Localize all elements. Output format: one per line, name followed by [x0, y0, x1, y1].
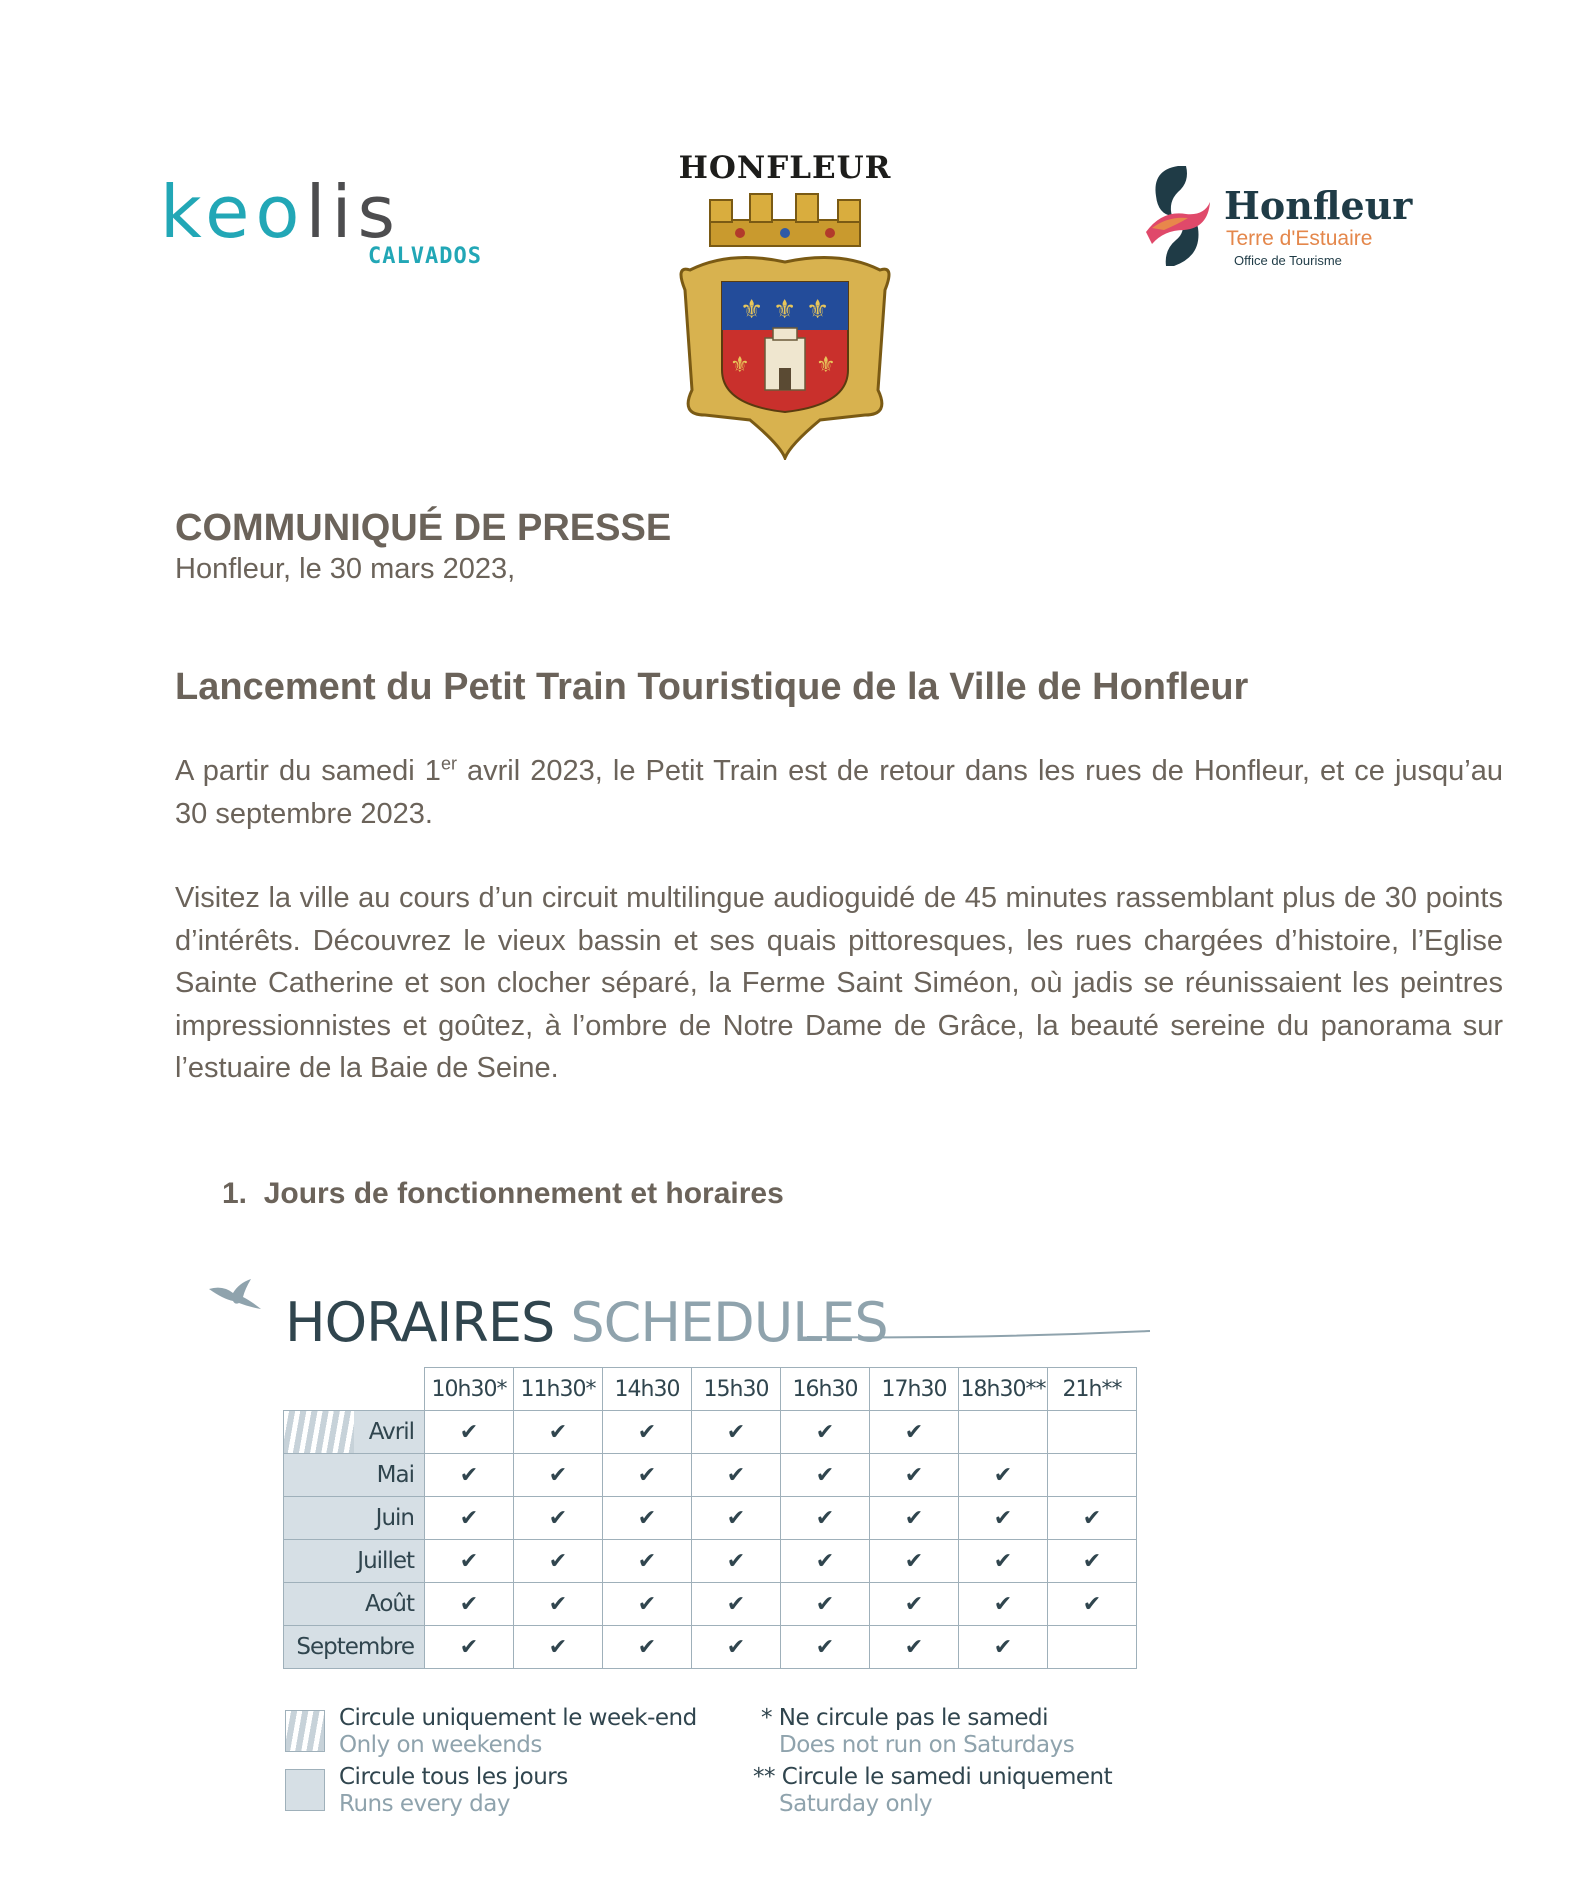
tourism-logo-name: Honfleur: [1224, 183, 1413, 228]
schedule-cell: [1048, 1497, 1137, 1540]
legend-weekend: [339, 1705, 697, 1759]
checkmark-icon: ✔: [459, 1462, 479, 1488]
schedule-cell: [781, 1411, 870, 1454]
schedule-cell: [781, 1497, 870, 1540]
schedule-cell: [870, 1583, 959, 1626]
checkmark-icon: ✔: [459, 1505, 479, 1531]
checkmark-icon: ✔: [637, 1505, 657, 1531]
title-underline: [805, 1327, 1155, 1341]
checkmark-icon: ✔: [993, 1462, 1013, 1488]
section-heading: [222, 1175, 784, 1213]
checkmark-icon: ✔: [459, 1634, 479, 1660]
checkmark-icon: ✔: [637, 1634, 657, 1660]
checkmark-icon: ✔: [815, 1419, 835, 1445]
schedule-cell: [959, 1411, 1048, 1454]
page-title: Lancement du Petit Train Touristique de la Ville de Honfleur: [175, 666, 1249, 708]
schedule-cell: [692, 1540, 781, 1583]
checkmark-icon: ✔: [637, 1548, 657, 1574]
checkmark-icon: ✔: [904, 1548, 924, 1574]
schedule-cell: [870, 1454, 959, 1497]
schedule-cell: [781, 1583, 870, 1626]
schedule-cell: [959, 1626, 1048, 1669]
section-title: Jours de fonctionnement et horaires: [263, 1177, 784, 1210]
time-header-2: 14h30: [603, 1368, 692, 1411]
keolis-logo-word: [160, 170, 402, 254]
schedule-cell: [1048, 1454, 1137, 1497]
schedule-title-fr: HORAIRES: [285, 1291, 555, 1354]
checkmark-icon: ✔: [815, 1462, 835, 1488]
svg-text:⚜: ⚜: [816, 353, 836, 378]
tourism-logo-line2: Office de Tourisme: [1234, 253, 1342, 268]
table-row: [284, 1411, 1137, 1454]
checkmark-icon: ✔: [993, 1505, 1013, 1531]
legend-star1-en: Does not run on Saturdays: [779, 1732, 1075, 1758]
schedule-title: [285, 1293, 888, 1353]
checkmark-icon: ✔: [548, 1548, 568, 1574]
press-date: Honfleur, le 30 mars 2023,: [175, 553, 516, 585]
time-header-5: 17h30: [870, 1368, 959, 1411]
tourism-mark-icon: [1138, 158, 1218, 278]
intro-superscript: er: [440, 753, 457, 774]
checkmark-icon: ✔: [815, 1591, 835, 1617]
checkmark-icon: ✔: [993, 1548, 1013, 1574]
checkmark-icon: ✔: [459, 1419, 479, 1445]
checkmark-icon: ✔: [459, 1548, 479, 1574]
checkmark-icon: ✔: [815, 1634, 835, 1660]
checkmark-icon: ✔: [637, 1591, 657, 1617]
schedule-cell: [959, 1540, 1048, 1583]
schedule-cell: [1048, 1540, 1137, 1583]
table-row: [284, 1626, 1137, 1669]
legend-weekend-en: Only on weekends: [339, 1732, 542, 1758]
checkmark-icon: ✔: [993, 1634, 1013, 1660]
schedule-cell: [514, 1497, 603, 1540]
schedule-cell: [425, 1497, 514, 1540]
svg-text:⚜: ⚜: [806, 295, 830, 325]
checkmark-icon: ✔: [904, 1634, 924, 1660]
legend-star1-fr: * Ne circule pas le samedi: [761, 1705, 1048, 1731]
legend-daily-fr: Circule tous les jours: [339, 1764, 568, 1790]
checkmark-icon: ✔: [726, 1591, 746, 1617]
schedule-header-row: [284, 1368, 1137, 1411]
time-header-6: 18h30**: [959, 1368, 1048, 1411]
schedule-title-en: SCHEDULES: [570, 1291, 888, 1354]
checkmark-icon: ✔: [815, 1505, 835, 1531]
schedule-cell: [514, 1454, 603, 1497]
honfleur-crest-logo: [670, 150, 900, 460]
tourism-logo-line1: Terre d'Estuaire: [1226, 227, 1373, 250]
checkmark-icon: ✔: [1082, 1548, 1102, 1574]
schedule-cell: [870, 1540, 959, 1583]
schedule-cell: [425, 1540, 514, 1583]
checkmark-icon: ✔: [548, 1462, 568, 1488]
svg-text:⚜: ⚜: [773, 295, 797, 325]
schedule-cell: [959, 1583, 1048, 1626]
schedule-cell: [781, 1540, 870, 1583]
schedule-cell: [870, 1626, 959, 1669]
table-row: [284, 1583, 1137, 1626]
schedule-cell: [1048, 1626, 1137, 1669]
time-header-1: 11h30*: [514, 1368, 603, 1411]
checkmark-icon: ✔: [548, 1634, 568, 1660]
keolis-logo-sub: CALVADOS: [368, 244, 482, 269]
checkmark-icon: ✔: [637, 1462, 657, 1488]
schedule-cell: [425, 1583, 514, 1626]
time-header-7: 21h**: [1048, 1368, 1137, 1411]
checkmark-icon: ✔: [726, 1419, 746, 1445]
legend-star1: [761, 1705, 1074, 1759]
checkmark-icon: ✔: [637, 1419, 657, 1445]
schedule-cell: [603, 1411, 692, 1454]
schedule-cell: [603, 1497, 692, 1540]
schedule-cell: [603, 1626, 692, 1669]
checkmark-icon: ✔: [726, 1462, 746, 1488]
schedule-cell: [870, 1497, 959, 1540]
schedule-cell: [1048, 1411, 1137, 1454]
legend-daily-en: Runs every day: [339, 1791, 510, 1817]
press-heading: COMMUNIQUÉ DE PRESSE: [175, 507, 672, 549]
schedule-cell: [959, 1497, 1048, 1540]
schedule-cell: [692, 1497, 781, 1540]
schedule-table: [283, 1367, 1137, 1669]
schedule-cell: [781, 1454, 870, 1497]
keolis-word-part2: lis: [305, 170, 402, 254]
schedule-cell: [514, 1626, 603, 1669]
schedule-cell: [692, 1626, 781, 1669]
svg-text:⚜: ⚜: [730, 353, 750, 378]
office-tourisme-logo: [1138, 158, 1438, 278]
checkmark-icon: ✔: [726, 1634, 746, 1660]
checkmark-icon: ✔: [726, 1505, 746, 1531]
checkmark-icon: ✔: [993, 1591, 1013, 1617]
checkmark-icon: ✔: [459, 1591, 479, 1617]
description-paragraph: Visitez la ville au cours d’un circuit multilingue audioguidé de 45 minutes rassemblant plus de 30 points d’intérêts. Découvrez le vieux bassin et ses quais pittoresques, les rues chargées d’histoire, l’Eglise Sainte Catherine et son clocher séparé, la Ferme Saint Siméon, où jadis se réunissaient les peintres impressionnistes et goûtez, à l’ombre de Notre Dame de Grâce, la beauté sereine du panorama sur l’estuaire de la Baie de Seine.: [175, 882, 1503, 1084]
month-label: Août: [284, 1583, 425, 1626]
intro-text-start: A partir du samedi 1: [175, 755, 441, 787]
legend-weekend-fr: Circule uniquement le week-end: [339, 1705, 697, 1731]
schedule-cell: [425, 1626, 514, 1669]
checkmark-icon: ✔: [904, 1462, 924, 1488]
month-label: Avril: [284, 1411, 425, 1454]
checkmark-icon: ✔: [726, 1548, 746, 1574]
schedule-cell: [425, 1454, 514, 1497]
schedule-graphic: [205, 1275, 1165, 1835]
schedule-cell: [603, 1454, 692, 1497]
schedule-cell: [514, 1540, 603, 1583]
checkmark-icon: ✔: [548, 1419, 568, 1445]
month-label: Juillet: [284, 1540, 425, 1583]
intro-paragraph: [175, 750, 1503, 835]
section-number: 1.: [222, 1177, 248, 1210]
month-label: Mai: [284, 1454, 425, 1497]
keolis-word-part1: keo: [160, 170, 306, 254]
time-header-4: 16h30: [781, 1368, 870, 1411]
svg-text:⚜: ⚜: [740, 295, 764, 325]
checkmark-icon: ✔: [548, 1591, 568, 1617]
checkmark-icon: ✔: [1082, 1505, 1102, 1531]
month-label: Juin: [284, 1497, 425, 1540]
seagull-icon: [205, 1275, 265, 1325]
legend-weekend-swatch: [285, 1710, 325, 1752]
schedule-cell: [425, 1411, 514, 1454]
time-header-0: 10h30*: [425, 1368, 514, 1411]
schedule-body: [284, 1411, 1137, 1669]
checkmark-icon: ✔: [904, 1419, 924, 1445]
schedule-cell: [692, 1411, 781, 1454]
schedule-cell: [603, 1583, 692, 1626]
checkmark-icon: ✔: [904, 1505, 924, 1531]
checkmark-icon: ✔: [904, 1591, 924, 1617]
schedule-cell: [514, 1411, 603, 1454]
schedule-cell: [514, 1583, 603, 1626]
legend-star2-en: Saturday only: [779, 1791, 933, 1817]
table-row: [284, 1454, 1137, 1497]
intro-text-end: avril 2023, le Petit Train est de retour dans les rues de Honfleur, et ce jusqu’au 30 septembre 2023.: [175, 755, 1503, 830]
schedule-cell: [959, 1454, 1048, 1497]
schedule-cell: [1048, 1583, 1137, 1626]
schedule-cell: [692, 1583, 781, 1626]
legend-daily: [339, 1764, 568, 1818]
month-label: Septembre: [284, 1626, 425, 1669]
table-row: [284, 1497, 1137, 1540]
schedule-cell: [781, 1626, 870, 1669]
table-row: [284, 1540, 1137, 1583]
schedule-cell: [603, 1540, 692, 1583]
table-corner: [284, 1368, 425, 1411]
checkmark-icon: ✔: [815, 1548, 835, 1574]
keolis-logo: [160, 170, 490, 286]
schedule-cell: [870, 1411, 959, 1454]
schedule-cell: [692, 1454, 781, 1497]
coat-of-arms-icon: [670, 190, 900, 460]
legend-star2: [753, 1764, 1112, 1818]
checkmark-icon: ✔: [1082, 1591, 1102, 1617]
checkmark-icon: ✔: [548, 1505, 568, 1531]
crest-title: HONFLEUR: [678, 150, 892, 186]
time-header-3: 15h30: [692, 1368, 781, 1411]
legend-star2-fr: ** Circule le samedi uniquement: [753, 1764, 1113, 1790]
legend-daily-swatch: [285, 1769, 325, 1811]
